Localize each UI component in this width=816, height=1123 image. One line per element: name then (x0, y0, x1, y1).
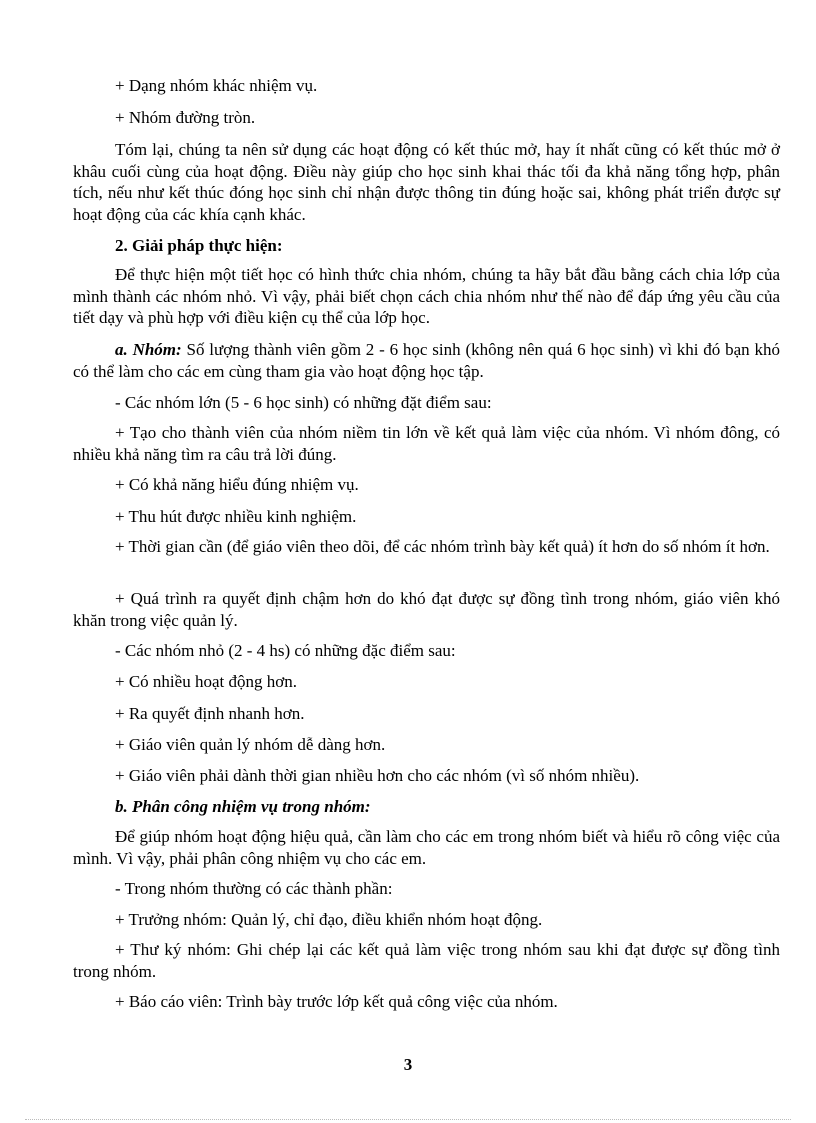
large-group-understanding: + Có khả năng hiểu đúng nhiệm vụ. (115, 475, 359, 494)
section-heading-solution: 2. Giải pháp thực hiện: (115, 236, 283, 255)
section-heading-task-assignment: b. Phân công nhiệm vụ trong nhóm: (115, 797, 371, 816)
small-group-activity: + Có nhiều hoạt động hơn. (115, 672, 297, 691)
large-group-trust: + Tạo cho thành viên của nhóm niềm tin lớn về kết quả làm việc của nhóm. Vì nhóm đông, có nhiều khả năng tìm ra câu trả lời đúng. (73, 423, 780, 464)
summary-paragraph: Tóm lại, chúng ta nên sử dụng các hoạt động có kết thúc mở, hay ít nhất cũng có kết thúc mở ở khâu cuối cùng của hoạt động. Điều này giúp cho học sinh khai thác tối đa khả năng tổng hợp, phân tích, nếu như kết thúc đóng học sinh chỉ nhận được thông tin đúng hoặc sai, không phát triển được sự hoạt động của các khía cạnh khác. (73, 140, 780, 224)
small-group-decision: + Ra quyết định nhanh hơn. (115, 704, 305, 723)
role-secretary: + Thư ký nhóm: Ghi chép lại các kết quả làm việc trong nhóm sau khi đạt được sự đồng tình trong nhóm. (73, 940, 780, 981)
role-reporter: + Báo cáo viên: Trình bày trước lớp kết quả công việc của nhóm. (115, 992, 558, 1011)
large-group-decision: + Quá trình ra quyết định chậm hơn do khó đạt được sự đồng tình trong nhóm, giáo viên khó khăn trong việc quản lý. (73, 589, 780, 630)
group-size-text: Số lượng thành viên gồm 2 - 6 học sinh (không nên quá 6 học sinh) vì khi đó bạn khó có thể làm cho các em cùng tham gia vào hoạt động học tập. (73, 340, 780, 381)
large-groups-heading: - Các nhóm lớn (5 - 6 học sinh) có những đặt điểm sau: (115, 393, 492, 412)
role-leader: + Trưởng nhóm: Quản lý, chỉ đạo, điều khiển nhóm hoạt động. (115, 910, 543, 929)
group-roles-heading: - Trong nhóm thường có các thành phần: (115, 879, 393, 898)
solution-intro-paragraph: Để thực hiện một tiết học có hình thức chia nhóm, chúng ta hãy bắt đầu bằng cách chia lớp của mình thành các nhóm nhỏ. Vì vậy, phải biết chọn cách chia nhóm như thế nào để đáp ứng yêu cầu của tiết dạy và phù hợp với điều kiện cụ thể của lớp học. (73, 265, 780, 327)
small-groups-heading: - Các nhóm nhỏ (2 - 4 hs) có những đặc điểm sau: (115, 641, 456, 660)
bullet-circle-group: + Nhóm đường tròn. (115, 108, 256, 127)
page-bottom-divider (25, 1119, 791, 1120)
page-number: 3 (403, 1055, 413, 1074)
task-assignment-paragraph: Để giúp nhóm hoạt động hiệu quả, cần làm cho các em trong nhóm biết và hiểu rõ công việc của mình. Vì vậy, phải phân công nhiệm vụ cho các em. (73, 827, 780, 868)
small-group-time: + Giáo viên phải dành thời gian nhiều hơn cho các nhóm (vì số nhóm nhiều). (115, 766, 640, 785)
group-label: a. Nhóm: (115, 340, 182, 359)
large-group-experience: + Thu hút được nhiều kinh nghiệm. (115, 507, 357, 526)
bullet-different-task-groups: + Dạng nhóm khác nhiệm vụ. (115, 76, 318, 95)
group-size-paragraph (73, 339, 780, 382)
small-group-management: + Giáo viên quản lý nhóm dễ dàng hơn. (115, 735, 386, 754)
large-group-time: + Thời gian cần (để giáo viên theo dõi, để các nhóm trình bày kết quả) ít hơn do số nhóm ít hơn. (115, 537, 770, 556)
